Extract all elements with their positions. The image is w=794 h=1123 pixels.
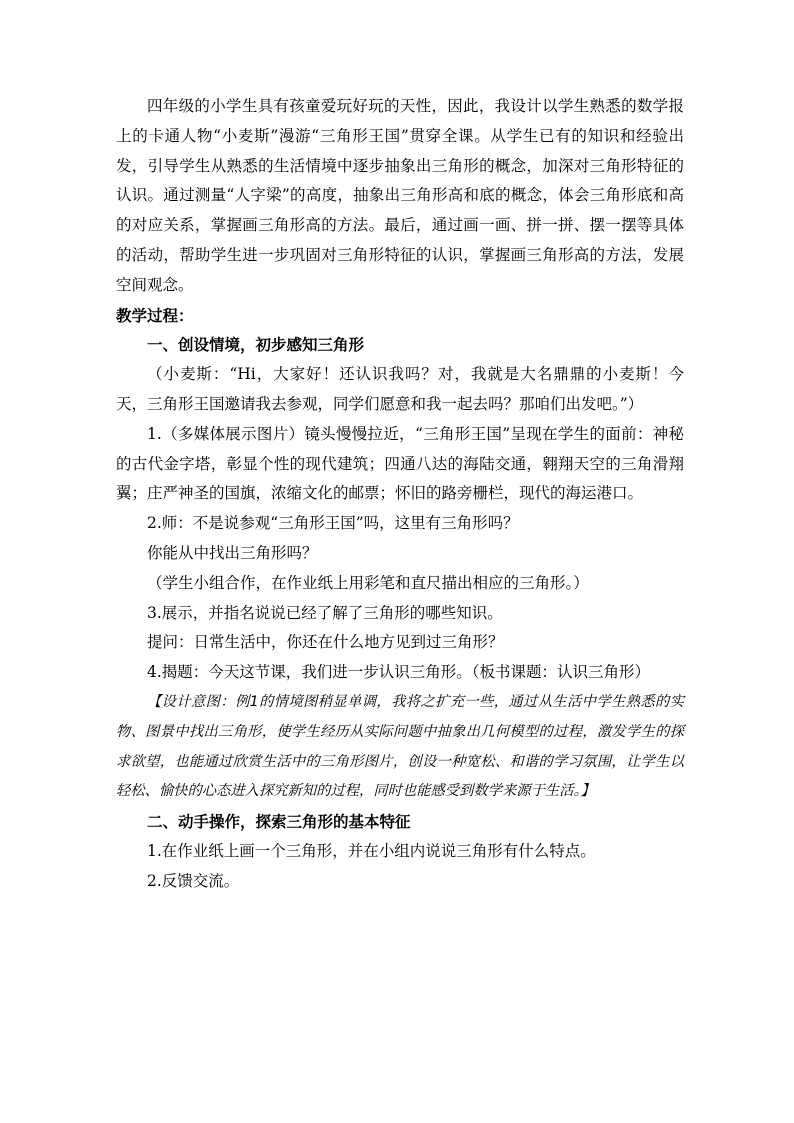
section1-item1: 1.（多媒体展示图片）镜头慢慢拉近，“三角形王国”呈现在学生的面前：神秘的古代金字塔，彰显个性的现代建筑；四通八达的海陆交通，翱翔天空的三角滑翔翼；庄严神圣的国旗，浓缩文化的邮票；怀旧的路旁栅栏，现代的海运港口。 [116,424,684,503]
section1-heading: 一、创设情境，初步感知三角形 [147,335,365,355]
process-title: 教学过程： [116,305,194,325]
section1-item2-question: 你能从中找出三角形吗？ [147,543,318,562]
document-page [116,92,684,897]
section1-item3: 3.展示，并指名说说已经了解了三角形的哪些知识。 [147,603,503,622]
section1-item2: 2.师：不是说参观“三角形王国”吗，这里有三角形吗？ [147,514,519,533]
section1-item4: 4.揭题：今天这节课，我们进一步认识三角形。（板书课题：认识三角形） [147,663,651,682]
section1-item3-question: 提问：日常生活中，你还在什么地方见到过三角形？ [147,633,504,652]
section2-item1: 1.在作业纸上画一个三角形，并在小组内说说三角形有什么特点。 [147,841,596,860]
design-intent-note: 【设计意图：例1的情境图稍显单调，我将之扩充一些，通过从生活中学生熟悉的实物、图景中找出三角形，使学生经历从实际问题中抽象出几何模型的过程，激发学生的探求欲望，也能通过欣赏生活中的三角形图片，创设一种宽松、和谐的学习氛围，让学生以轻松、愉快的心态进入探究新知的过程，同时也能感受到数学来源于生活。】 [116,693,684,800]
section2-item2: 2.反馈交流。 [147,871,240,890]
section1-quote: （小麦斯：“Hi，大家好！还认识我吗？对，我就是大名鼎鼎的小麦斯！今天，三角形王国邀请我去参观，同学们愿意和我一起去吗？那咱们出发吧。”） [116,365,684,413]
section2-heading: 二、动手操作，探索三角形的基本特征 [147,812,411,832]
section1-item2-note: （学生小组合作，在作业纸上用彩笔和直尺描出相应的三角形。） [147,573,589,592]
intro-paragraph: 四年级的小学生具有孩童爱玩好玩的天性，因此，我设计以学生熟悉的数学报上的卡通人物“小麦斯”漫游“三角形王国”贯穿全课。从学生已有的知识和经验出发，引导学生从熟悉的生活情境中逐步抽象出三角形的概念，加深对三角形特征的认识。通过测量“人字梁”的高度，抽象出三角形高和底的概念，体会三角形底和高的对应关系，掌握画三角形高的方法。最后，通过画一画、拼一拼、摆一摆等具体的活动，帮助学生进一步巩固对三角形特征的认识，掌握画三角形高的方法，发展空间观念。 [116,97,684,294]
